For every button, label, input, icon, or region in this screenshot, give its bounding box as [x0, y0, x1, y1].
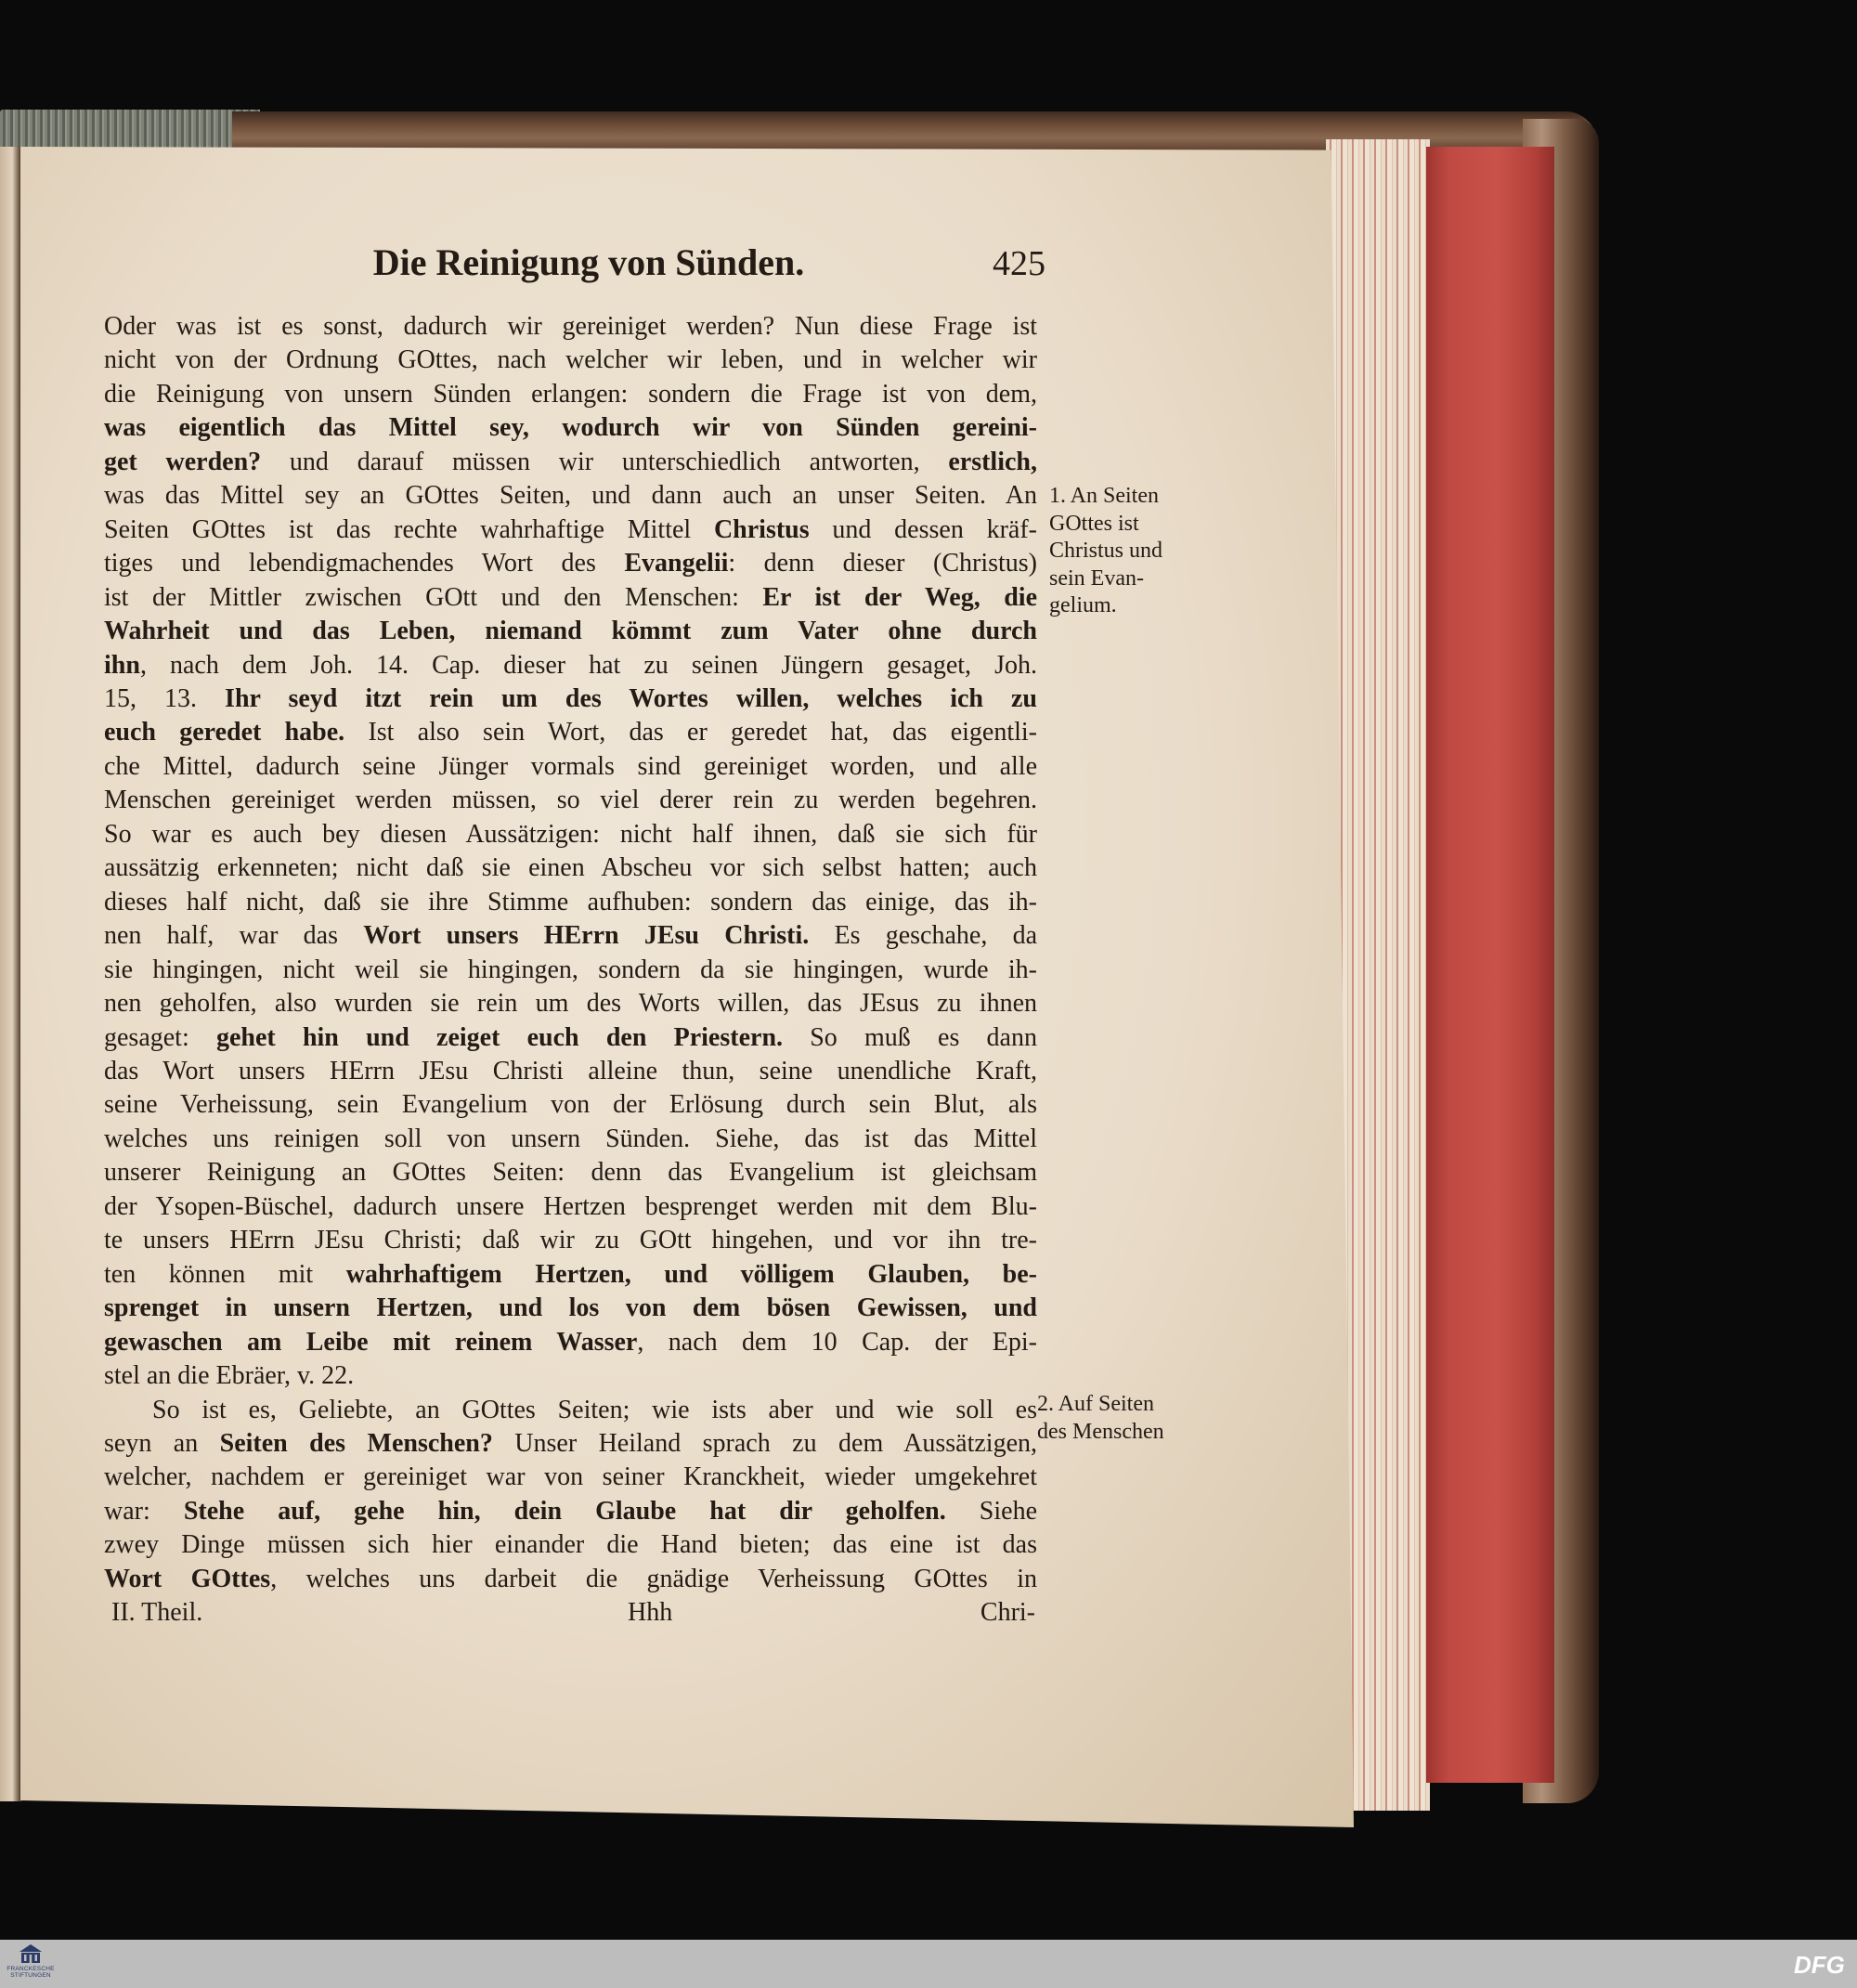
emphasized-text: gehet hin und zeiget euch den Priestern.	[215, 1022, 784, 1052]
text-segment: te unsers HErrn JEsu Christi; daß wir zu GOtt hingehen, und vor ihn tre-	[104, 1226, 1037, 1255]
archive-logo-text: STIFTUNGEN	[10, 1972, 51, 1979]
footer-part-label: II. Theil.	[111, 1598, 203, 1627]
emphasized-text: gewaschen am Leibe mit reinem Wasser	[104, 1327, 638, 1357]
text-line	[104, 1359, 1037, 1393]
text-segment: tiges und lebendigmachendes Wort des	[104, 549, 625, 578]
text-line	[104, 344, 1037, 377]
text-line	[104, 851, 1037, 885]
text-segment: das Wort unsers HErrn JEsu Christi alleine thun, seine unendliche Kraft,	[104, 1056, 1037, 1085]
emphasized-text: Stehe auf, gehe hin, dein Glaube hat dir geholfen.	[183, 1496, 946, 1526]
building-icon	[18, 1943, 44, 1966]
text-line	[104, 310, 1037, 344]
emphasized-text: get werden?	[104, 447, 262, 476]
text-segment: ten können mit	[104, 1259, 346, 1289]
text-line	[104, 411, 1037, 445]
text-line	[104, 1224, 1037, 1257]
archive-footer-bar	[0, 1940, 1857, 1988]
page-number: 425	[993, 244, 1045, 283]
text-line	[104, 1156, 1037, 1189]
text-segment: : denn dieser (Christus)	[728, 549, 1037, 578]
emphasized-text: sprenget in unsern Hertzen, und los von dem bösen Gewissen, und	[104, 1293, 1037, 1323]
text-segment: , welches uns darbeit die gnädige Verheissung GOttes in	[270, 1564, 1037, 1593]
text-line	[104, 1461, 1037, 1494]
text-line	[104, 513, 1037, 547]
text-line	[104, 649, 1037, 682]
text-segment: , nach dem Joh. 14. Cap. dieser hat zu seinen Jüngern gesaget, Joh.	[139, 650, 1037, 680]
text-line	[104, 1123, 1037, 1156]
marginal-note-1	[1049, 483, 1162, 620]
marginal-note-line: des Menschen	[1037, 1419, 1164, 1444]
emphasized-text: Ihr seyd itzt rein um des Wortes willen, welches ich zu	[225, 683, 1037, 713]
text-line	[104, 378, 1037, 411]
text-segment: welcher, nachdem er gereiniget war von seiner Kranckheit, wieder umgekehret	[104, 1462, 1037, 1492]
text-segment: Seiten GOttes ist das rechte wahrhaftige Mittel	[104, 514, 714, 544]
text-line	[104, 446, 1037, 479]
text-segment: sie hingingen, nicht weil sie hingingen, sondern da sie hingingen, wurde ih-	[104, 955, 1037, 984]
signature-mark: Hhh	[628, 1598, 673, 1627]
archive-logo	[4, 1943, 58, 1984]
text-segment: , nach dem 10 Cap. der Epi-	[637, 1327, 1037, 1357]
text-line	[104, 479, 1037, 513]
text-segment: 15, 13.	[104, 683, 226, 713]
text-line	[104, 1055, 1037, 1088]
emphasized-text: Wahrheit und das Leben, niemand kömmt zum Vater ohne durch	[104, 617, 1037, 646]
marginal-note-line: 2. Auf Seiten	[1037, 1392, 1154, 1416]
text-line	[104, 615, 1037, 648]
text-line	[104, 818, 1037, 851]
text-segment: seyn an	[104, 1428, 220, 1458]
text-segment: Es geschahe, da	[809, 921, 1037, 951]
text-line	[104, 1190, 1037, 1224]
text-segment: Unser Heiland sprach zu dem Aussätzigen,	[492, 1428, 1037, 1458]
text-line	[104, 1495, 1037, 1528]
emphasized-text: was eigentlich das Mittel sey, wodurch wir von Sünden gereini-	[104, 413, 1037, 443]
emphasized-text: Wort unsers HErrn JEsu Christi.	[363, 921, 810, 951]
marginal-note-line: GOttes ist	[1049, 511, 1139, 536]
text-segment: gesaget:	[104, 1022, 216, 1052]
body-text	[104, 310, 1037, 1596]
dfg-logo: DFG	[1794, 1951, 1845, 1979]
marginal-note-2	[1037, 1391, 1164, 1446]
catchword: Chri-	[980, 1598, 1035, 1627]
book-headband	[0, 110, 260, 149]
text-line	[104, 919, 1037, 953]
text-segment: zwey Dinge müssen sich hier einander die Hand bieten; das eine ist das	[104, 1530, 1037, 1560]
emphasized-text: euch geredet habe.	[104, 718, 345, 747]
text-line	[104, 1258, 1037, 1292]
text-line	[104, 716, 1037, 749]
marginal-note-line: 1. An Seiten	[1049, 484, 1159, 508]
text-segment: aussätzig erkenneten; nicht daß sie einen Abscheu vor sich selbst hatten; auch	[104, 853, 1037, 883]
text-segment: Ist also sein Wort, das er geredet hat, das eigentli-	[344, 718, 1037, 747]
emphasized-text: Christus	[713, 514, 810, 544]
text-segment: seine Verheissung, sein Evangelium von der Erlösung durch sein Blut, als	[104, 1090, 1037, 1120]
text-segment: stel an die Ebräer, v. 22.	[104, 1361, 355, 1391]
emphasized-text: Wort GOttes	[104, 1564, 271, 1593]
text-segment: nen half, war das	[104, 921, 364, 951]
text-line	[104, 581, 1037, 615]
text-line	[104, 1394, 1037, 1427]
emphasized-text: erstlich,	[948, 447, 1037, 476]
text-line	[104, 886, 1037, 919]
left-page-edge	[0, 147, 22, 1801]
emphasized-text: Evangelii	[624, 549, 729, 578]
emphasized-text: ihn	[104, 650, 140, 680]
text-segment: was das Mittel sey an GOttes Seiten, und dann auch an unser Seiten. An	[104, 481, 1037, 511]
emphasized-text: Er ist der Weg, die	[762, 582, 1037, 612]
text-line	[104, 1088, 1037, 1122]
text-segment: Oder was ist es sonst, dadurch wir gereiniget werden? Nun diese Frage ist	[104, 312, 1037, 341]
text-line	[104, 750, 1037, 784]
text-segment: nen geholfen, also wurden sie rein um des Worts willen, das JEsus zu ihnen	[104, 989, 1037, 1019]
running-title: Die Reinigung von Sünden.	[372, 241, 805, 283]
text-segment: So war es auch bey diesen Aussätzigen: nicht half ihnen, daß sie sich für	[104, 819, 1037, 849]
text-line	[104, 1326, 1037, 1359]
text-segment: Menschen gereiniget werden müssen, so viel derer rein zu werden begehren.	[104, 786, 1037, 815]
text-segment: und darauf müssen wir unterschiedlich antworten,	[261, 447, 949, 476]
text-line	[104, 1021, 1037, 1055]
text-segment: die Reinigung von unsern Sünden erlangen: sondern die Frage ist von dem,	[104, 379, 1037, 409]
red-fore-edge	[1426, 147, 1554, 1783]
marginal-note-line: sein Evan-	[1049, 565, 1144, 591]
text-segment: So muß es dann	[783, 1022, 1037, 1052]
text-line	[104, 1563, 1037, 1596]
emphasized-text: wahrhaftigem Hertzen, und völligem Glauben, be-	[345, 1259, 1037, 1289]
emphasized-text: Seiten des Menschen?	[219, 1428, 493, 1458]
text-line	[104, 784, 1037, 817]
text-line	[104, 1528, 1037, 1562]
text-line	[104, 954, 1037, 987]
text-line	[104, 1427, 1037, 1461]
text-line	[104, 1292, 1037, 1325]
marginal-note-line: gelium.	[1049, 593, 1117, 617]
marginal-note-line: Christus und	[1049, 539, 1163, 563]
text-line	[104, 682, 1037, 716]
text-segment: der Ysopen-Büschel, dadurch unsere Hertzen besprenget werden mit dem Blu-	[104, 1191, 1037, 1221]
text-segment: Siehe	[945, 1496, 1037, 1526]
text-segment: und dessen kräf-	[809, 514, 1037, 544]
text-segment: che Mittel, dadurch seine Jünger vormals sind gereiniget worden, und alle	[104, 751, 1037, 781]
text-segment: nicht von der Ordnung GOttes, nach welcher wir leben, und in welcher wir	[104, 345, 1037, 375]
text-segment: war:	[104, 1496, 184, 1526]
text-segment: unserer Reinigung an GOttes Seiten: denn das Evangelium ist gleichsam	[104, 1158, 1037, 1188]
text-segment: So ist es, Geliebte, an GOttes Seiten; wie ists aber und wie soll es	[152, 1395, 1037, 1424]
text-segment: ist der Mittler zwischen GOtt und den Menschen:	[104, 582, 763, 612]
text-segment: dieses half nicht, daß sie ihre Stimme aufhuben: sondern das einige, das ih-	[104, 887, 1037, 916]
archive-logo-text: FRANCKESCHE	[6, 1966, 55, 1972]
text-segment: welches uns reinigen soll von unsern Sünden. Siehe, das ist das Mittel	[104, 1124, 1037, 1153]
text-line	[104, 547, 1037, 580]
text-line	[104, 987, 1037, 1020]
